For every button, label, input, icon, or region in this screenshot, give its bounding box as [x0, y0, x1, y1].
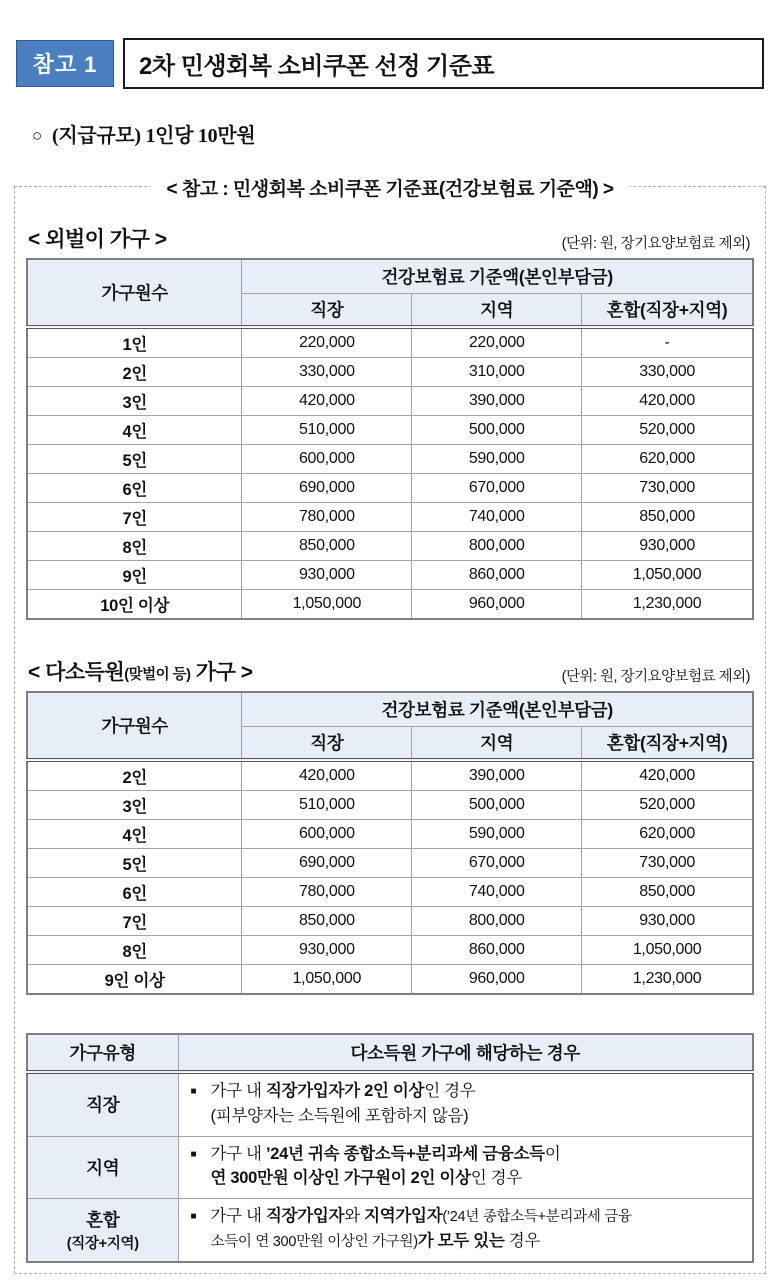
amount-cell: 1,050,000 [242, 590, 412, 620]
reference-box [14, 179, 766, 1274]
text-segment: 가구 내 [210, 1144, 266, 1163]
text-segment: 지역가입자 [364, 1207, 443, 1225]
reference-box-title: < 참고 : 민생회복 소비쿠폰 기준표(건강보험료 기준액) > [150, 174, 629, 201]
household-size-cell: 6인 [27, 474, 242, 503]
amount-cell: 740,000 [412, 878, 582, 907]
type-row [27, 1136, 753, 1199]
amount-cell: 220,000 [242, 327, 412, 358]
amount-cell: 1,230,000 [582, 590, 753, 620]
text-segment: 경우 [504, 1231, 541, 1250]
household-size-cell: 8인 [27, 532, 242, 561]
text-segment: (’24년 종합소득+분리과세 금융 [442, 1209, 632, 1225]
text-segment: 연 300만원 이상인 가구원이 2인 이상 [210, 1169, 471, 1188]
criteria-line [191, 1166, 745, 1191]
household-size-cell: 10인 이상 [27, 590, 242, 620]
type-label-line: 지역 [86, 1157, 120, 1178]
unit-note: (단위: 원, 장기요양보험료 제외) [561, 669, 750, 685]
amount-cell: 520,000 [582, 416, 753, 445]
household-size-header: 가구원수 [27, 692, 242, 760]
amount-cell: 600,000 [242, 820, 412, 849]
table-row [27, 936, 753, 965]
amount-cell: 420,000 [582, 387, 753, 416]
insurance-group-header: 건강보험료 기준액(본인부담금) [242, 259, 753, 294]
amount-cell: 500,000 [412, 791, 582, 820]
text-segment: 인 경우 [470, 1169, 522, 1188]
amount-cell: 500,000 [412, 416, 582, 445]
amount-cell: 730,000 [582, 849, 753, 878]
section-title-multi-income [28, 656, 252, 686]
text-segment: 인 경우 [424, 1082, 476, 1100]
table-row [27, 327, 753, 358]
household-size-cell: 8인 [27, 936, 242, 965]
amount-cell: 860,000 [412, 561, 582, 590]
amount-cell: 860,000 [412, 936, 582, 965]
amount-cell: 960,000 [412, 590, 582, 620]
amount-cell: 690,000 [242, 474, 412, 503]
table-row [27, 791, 753, 820]
payment-scale-line [32, 119, 766, 148]
amount-cell: 800,000 [412, 532, 582, 561]
amount-cell: 850,000 [582, 878, 753, 907]
criteria-line [191, 1079, 745, 1104]
household-size-cell: 5인 [27, 849, 242, 878]
title-box [123, 38, 764, 89]
criteria-cell [178, 1199, 753, 1262]
table-row [27, 416, 753, 445]
type-header: 가구유형 [27, 1034, 178, 1072]
household-size-cell: 3인 [27, 791, 242, 820]
table-row [27, 474, 753, 503]
multi-income-table [26, 691, 754, 995]
text-segment: 직장가입자 [266, 1207, 345, 1225]
criteria-header: 다소득원 가구에 해당하는 경우 [178, 1034, 753, 1072]
text-segment: 직장가입자가 2인 이상 [266, 1082, 425, 1100]
amount-cell: 330,000 [242, 358, 412, 387]
amount-cell: 420,000 [582, 760, 753, 791]
household-size-cell: 4인 [27, 416, 242, 445]
amount-cell: 780,000 [242, 503, 412, 532]
amount-cell: 620,000 [582, 445, 753, 474]
amount-cell: 1,230,000 [582, 965, 753, 995]
amount-cell: 420,000 [242, 387, 412, 416]
insurance-group-header: 건강보험료 기준액(본인부담금) [242, 692, 753, 727]
criteria-line [191, 1229, 745, 1254]
reference-badge: 참고 1 [16, 40, 114, 87]
amount-cell: 850,000 [242, 532, 412, 561]
page-title: 2차 민생회복 소비쿠폰 선정 기준표 [139, 53, 495, 80]
section-head-multi-income [28, 656, 752, 686]
table-row [27, 503, 753, 532]
section-title-single-income [28, 223, 166, 253]
amount-cell: 520,000 [582, 791, 753, 820]
text-segment: 소득이 연 300만원 이상인 가구원) [210, 1233, 418, 1250]
amount-cell: 1,050,000 [242, 965, 412, 995]
amount-cell: 1,050,000 [582, 936, 753, 965]
square-bullet-icon: ■ [190, 1211, 197, 1222]
text-segment: (피부양자는 소득원에 포함하지 않음) [210, 1106, 469, 1125]
sub-header-mixed: 혼합(직장+지역) [582, 294, 753, 328]
amount-cell: 420,000 [242, 760, 412, 791]
household-size-header: 가구원수 [27, 259, 242, 327]
amount-cell: 590,000 [412, 820, 582, 849]
household-size-cell: 9인 이상 [27, 965, 242, 995]
amount-cell: 590,000 [412, 445, 582, 474]
household-size-cell: 6인 [27, 878, 242, 907]
criteria-line [191, 1142, 745, 1167]
household-size-cell: 2인 [27, 358, 242, 387]
circle-bullet-icon: ○ [32, 126, 42, 145]
table-row [27, 907, 753, 936]
household-size-cell: 7인 [27, 503, 242, 532]
table-row [27, 760, 753, 791]
amount-cell: 930,000 [242, 936, 412, 965]
text-segment: 와 [344, 1207, 365, 1225]
amount-cell: 670,000 [412, 849, 582, 878]
household-size-cell: 5인 [27, 445, 242, 474]
household-size-cell: 4인 [27, 820, 242, 849]
sub-header-regional: 지역 [412, 727, 582, 761]
text-segment: ’24년 귀속 종합소득+분리과세 금융소득 [266, 1144, 545, 1163]
criteria-line [191, 1104, 745, 1129]
household-size-cell: 2인 [27, 760, 242, 791]
amount-cell: 1,050,000 [582, 561, 753, 590]
amount-cell: 780,000 [242, 878, 412, 907]
table-row [27, 387, 753, 416]
text-segment: 가구 > [190, 661, 253, 684]
amount-cell: 390,000 [412, 760, 582, 791]
table-row [27, 532, 753, 561]
amount-cell: - [582, 327, 753, 358]
type-label-line: 직장 [86, 1095, 120, 1116]
table-row [27, 820, 753, 849]
amount-cell: 690,000 [242, 849, 412, 878]
section-head-single-income [28, 223, 752, 253]
payment-scale-value: 1인당 10만원 [145, 125, 256, 147]
text-segment: 가 모두 있는 [417, 1231, 505, 1250]
amount-cell: 670,000 [412, 474, 582, 503]
amount-cell: 390,000 [412, 387, 582, 416]
household-type-table [26, 1033, 754, 1263]
household-size-cell: 3인 [27, 387, 242, 416]
sub-header-workplace: 직장 [242, 294, 412, 328]
amount-cell: 960,000 [412, 965, 582, 995]
text-segment: 이 [544, 1144, 561, 1163]
type-row [27, 1199, 753, 1262]
amount-cell: 930,000 [582, 907, 753, 936]
sub-header-workplace: 직장 [242, 727, 412, 761]
amount-cell: 730,000 [582, 474, 753, 503]
text-segment: 가구 내 [210, 1207, 266, 1225]
text-segment: < 외벌이 가구 > [28, 228, 167, 251]
amount-cell: 510,000 [242, 791, 412, 820]
criteria-cell [178, 1072, 753, 1136]
type-label-cell [27, 1136, 178, 1199]
table-row [27, 358, 753, 387]
amount-cell: 930,000 [582, 532, 753, 561]
unit-note: (단위: 원, 장기요양보험료 제외) [561, 236, 750, 252]
table-row [27, 849, 753, 878]
square-bullet-icon: ■ [190, 1148, 197, 1160]
amount-cell: 600,000 [242, 445, 412, 474]
sub-header-regional: 지역 [412, 294, 582, 328]
type-label-cell [27, 1072, 178, 1136]
amount-cell: 330,000 [582, 358, 753, 387]
type-label-line: 혼합 [86, 1209, 120, 1230]
table-row [27, 965, 753, 995]
square-bullet-icon: ■ [190, 1086, 197, 1097]
amount-cell: 510,000 [242, 416, 412, 445]
criteria-cell [178, 1136, 753, 1199]
payment-scale-label: (지급규모) [51, 125, 141, 147]
table-row [27, 445, 753, 474]
text-segment: 가구 내 [210, 1082, 266, 1100]
amount-cell: 310,000 [412, 358, 582, 387]
type-label-line: (직장+지역) [66, 1235, 139, 1252]
sub-header-mixed: 혼합(직장+지역) [582, 727, 753, 761]
single-income-table [26, 258, 754, 620]
table-row [27, 590, 753, 620]
table-row [27, 561, 753, 590]
table-row [27, 878, 753, 907]
amount-cell: 800,000 [412, 907, 582, 936]
household-size-cell: 1인 [27, 327, 242, 358]
amount-cell: 850,000 [582, 503, 753, 532]
amount-cell: 220,000 [412, 327, 582, 358]
document-header [16, 38, 764, 89]
text-segment: < 다소득원 [28, 661, 125, 684]
type-label-cell [27, 1199, 178, 1262]
type-row [27, 1072, 753, 1136]
household-size-cell: 7인 [27, 907, 242, 936]
text-segment: (맞벌이 등) [124, 667, 191, 683]
amount-cell: 620,000 [582, 820, 753, 849]
amount-cell: 740,000 [412, 503, 582, 532]
amount-cell: 850,000 [242, 907, 412, 936]
household-size-cell: 9인 [27, 561, 242, 590]
amount-cell: 930,000 [242, 561, 412, 590]
criteria-line [191, 1204, 745, 1229]
